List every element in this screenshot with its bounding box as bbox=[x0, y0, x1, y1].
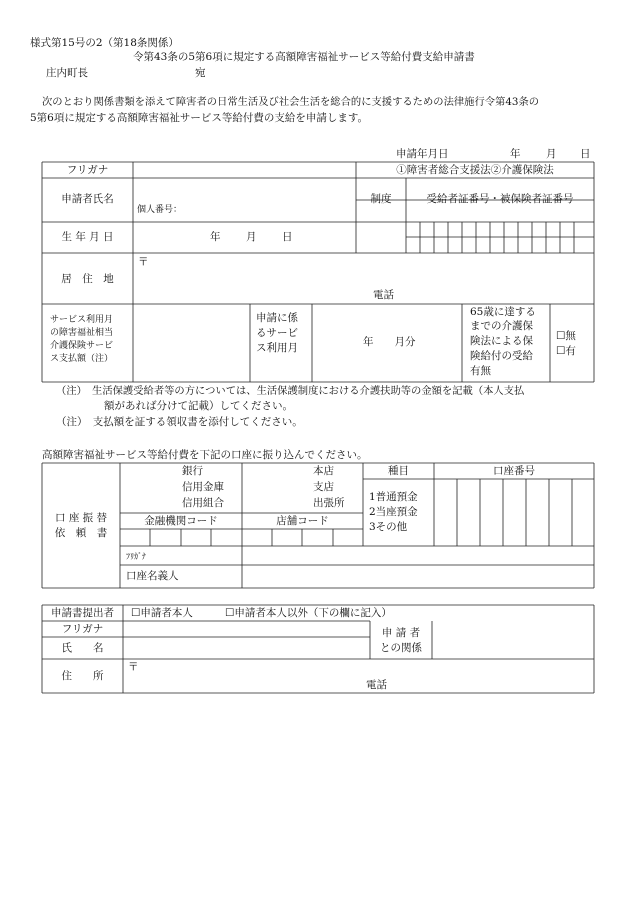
submitter-address-input[interactable] bbox=[124, 660, 593, 692]
furigana-input[interactable] bbox=[134, 163, 355, 177]
relation-label-1: 申 請 者 bbox=[381, 627, 421, 639]
code-input[interactable] bbox=[121, 530, 362, 545]
certificate-number-label: 受給者証番号・被保険者証番号 bbox=[426, 193, 574, 205]
service-month-label-1: 申請に係 bbox=[256, 312, 298, 324]
option-none-checkbox[interactable]: ☐無 bbox=[556, 330, 576, 342]
service-month-input[interactable] bbox=[313, 305, 461, 381]
account-number-input[interactable] bbox=[435, 480, 593, 545]
account-kind-label: 種目 bbox=[388, 465, 409, 477]
branch-type-3: 出張所 bbox=[313, 497, 345, 509]
date-month: 月 bbox=[546, 148, 557, 160]
service-year-month: 年 月分 bbox=[363, 336, 416, 348]
branch-type-2: 支店 bbox=[313, 481, 334, 493]
individual-number-label: 個人番号： bbox=[137, 205, 183, 215]
relation-input[interactable] bbox=[433, 622, 593, 658]
submitter-name-label: 氏 名 bbox=[61, 642, 104, 654]
intro-line-2: 5第6項に規定する高額障害福祉サービス等給付費の支給を申請します。 bbox=[30, 112, 369, 124]
birth-date-label: 生 年 月 日 bbox=[61, 231, 114, 243]
relation-label-2: との関係 bbox=[380, 642, 422, 654]
account-kind-3[interactable]: 3その他 bbox=[369, 521, 408, 533]
applicant-name-label: 申請者氏名 bbox=[61, 193, 114, 205]
branch-type-1: 本店 bbox=[313, 465, 334, 477]
option-yes-checkbox[interactable]: ☐有 bbox=[556, 345, 576, 357]
form-number: 様式第15号の2（第18条関係） bbox=[30, 37, 179, 49]
submitter-postal-mark: 〒 bbox=[128, 661, 139, 673]
bank-type-3: 信用組合 bbox=[182, 497, 224, 509]
note-1b: 額があれば分けて記載）してください。 bbox=[104, 400, 293, 412]
birth-date-input[interactable] bbox=[134, 223, 355, 252]
birth-day: 日 bbox=[282, 231, 293, 243]
date-day: 日 bbox=[580, 148, 591, 160]
age65-label-5: 有無 bbox=[470, 365, 491, 377]
account-kind-2[interactable]: 2当座預金 bbox=[369, 506, 418, 518]
note-2: （注） 支払額を証する領収書を添付してください。 bbox=[56, 416, 303, 428]
bank-request-label-2: 依 頼 書 bbox=[54, 527, 108, 539]
law-type-label: ①障害者総合支援法②介護保険法 bbox=[396, 164, 554, 176]
institution-code-label: 金融機関コード bbox=[144, 515, 218, 527]
note-1a: （注） 生活保護受給者等の方については、生活保護制度における介護扶助等の金額を記載（本人支払 bbox=[56, 385, 525, 397]
intro-line-1: 次のとおり関係書類を添えて障害者の日常生活及び社会生活を総合的に支援するための法律施行令第43条の bbox=[42, 96, 540, 108]
age65-label-1: 65歳に達する bbox=[470, 306, 536, 318]
service-month-label-2: るサービ bbox=[256, 327, 298, 339]
submitter-other-checkbox[interactable]: ☐申請者本人以外（下の欄に記入） bbox=[225, 607, 392, 619]
age65-label-4: 険給付の受給 bbox=[470, 350, 533, 362]
account-holder-input[interactable] bbox=[243, 566, 593, 587]
submitter-address-label: 住 所 bbox=[61, 670, 104, 682]
bank-name-input[interactable] bbox=[121, 464, 241, 512]
submitter-furigana-input[interactable] bbox=[124, 622, 369, 636]
branch-code-label: 店舗コード bbox=[276, 515, 329, 527]
address-label: 居 住 地 bbox=[61, 273, 114, 285]
address-phone-label: 電話 bbox=[373, 289, 394, 301]
service-amount-label-1: サービス利用月 bbox=[50, 315, 114, 325]
service-amount-input[interactable] bbox=[134, 305, 249, 381]
system-label: 制度 bbox=[370, 193, 392, 205]
account-kind-1[interactable]: 1普通預金 bbox=[369, 491, 418, 503]
submitter-phone-label: 電話 bbox=[366, 679, 387, 691]
service-month-label-3: ス利用月 bbox=[256, 342, 298, 354]
bank-type-2: 信用金庫 bbox=[182, 481, 224, 493]
account-holder-label: 口座名義人 bbox=[126, 570, 179, 582]
service-amount-label-3: 介護保険サービ bbox=[50, 341, 114, 351]
submitter-label: 申請書提出者 bbox=[51, 607, 114, 619]
date-year: 年 bbox=[510, 148, 521, 160]
account-number-label: 口座番号 bbox=[493, 465, 535, 477]
age65-label-2: までの介護保 bbox=[470, 320, 533, 332]
postal-mark: 〒 bbox=[138, 256, 149, 268]
bank-request-label-1: 口 座 振 替 bbox=[54, 512, 107, 524]
age65-label-3: 険法による保 bbox=[470, 335, 533, 347]
bank-intro: 高額障害福祉サービス等給付費を下記の口座に振り込んでください。 bbox=[42, 449, 368, 461]
addressee: 庄内町長 bbox=[46, 67, 88, 79]
bank-type-1: 銀行 bbox=[182, 465, 203, 477]
submitter-self-checkbox[interactable]: ☐申請者本人 bbox=[131, 607, 193, 619]
service-amount-label-2: の障害福祉相当 bbox=[50, 328, 114, 338]
holder-furigana-label: ﾌﾘｶﾞﾅ bbox=[126, 552, 146, 561]
submitter-name-input[interactable] bbox=[124, 638, 369, 658]
addressee-honorific: 宛 bbox=[195, 67, 206, 79]
form-title: 令第43条の5第6項に規定する高額障害福祉サービス等給付費支給申請書 bbox=[133, 51, 475, 63]
service-amount-label-4: ス支払額（注） bbox=[50, 354, 114, 364]
birth-year: 年 bbox=[210, 231, 221, 243]
application-date-label: 申請年月日 bbox=[396, 148, 449, 160]
address-input[interactable] bbox=[134, 254, 593, 303]
applicant-name-input[interactable] bbox=[134, 179, 355, 221]
birth-month: 月 bbox=[246, 231, 257, 243]
holder-furigana-input[interactable] bbox=[243, 547, 593, 564]
furigana-label: フリガナ bbox=[66, 164, 109, 176]
branch-name-input[interactable] bbox=[243, 464, 362, 512]
submitter-furigana-label: フリガナ bbox=[61, 623, 104, 635]
